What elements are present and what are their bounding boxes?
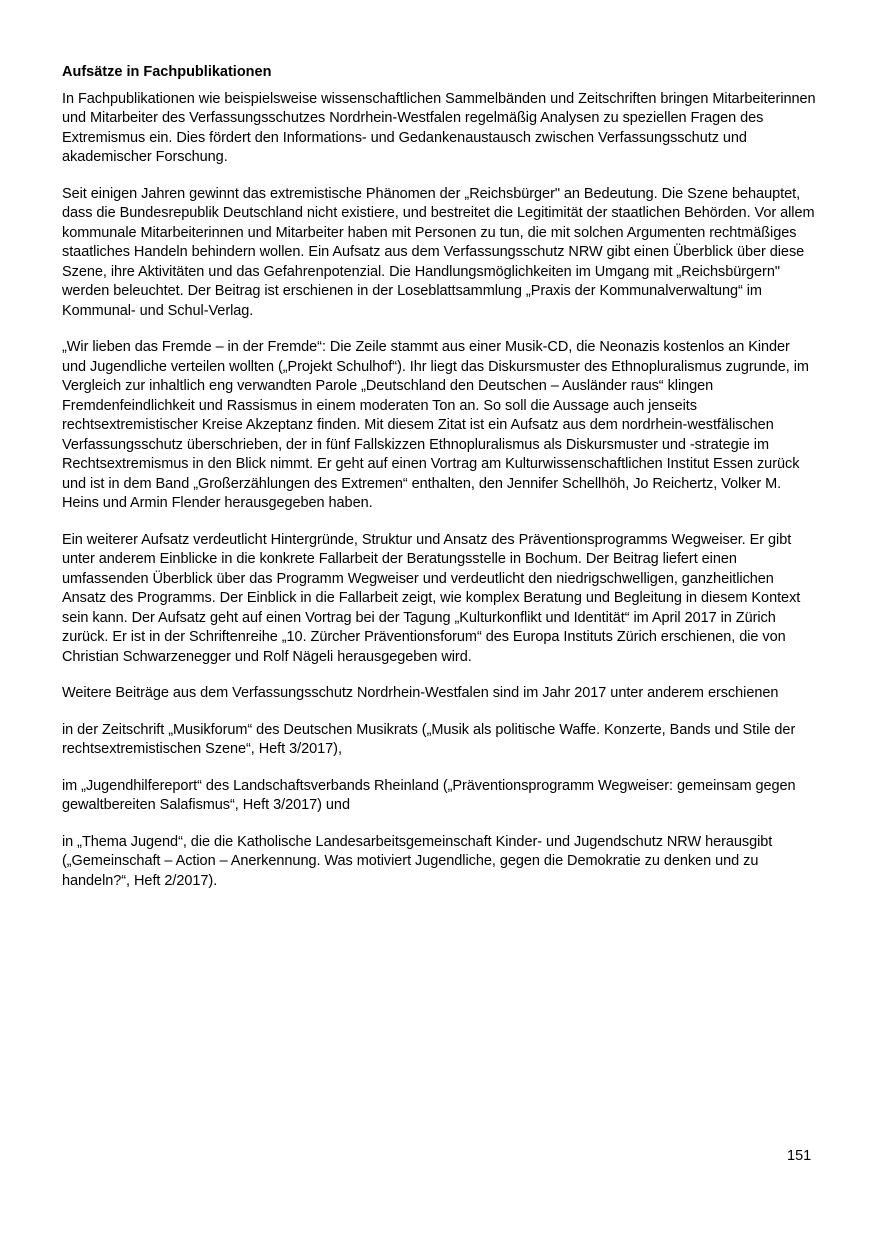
paragraph-intro: In Fachpublikationen wie beispielsweise wissenschaftlichen Sammelbänden und Zeitschriften bringen Mitarbeiterinnen und Mitarbeiter des Verfassungsschutzes Nordrhein-Westfalen regelmäßig Analysen zu speziellen Fragen des Extremismus ein. Dies fördert den Informations- und Gedankenaustausch zwischen Verfassungsschutz und akademischer Forschung.	[62, 90, 816, 165]
section-heading: Aufsätze in Fachpublikationen	[62, 64, 272, 80]
paragraph-jugendhilfereport: im „Jugendhilfereport“ des Landschaftsverbands Rheinland („Präventionsprogramm Wegweiser: gemeinsam gegen gewaltbereiten Salafismus“, Heft 3/2017) und	[62, 777, 796, 813]
paragraph-reichsbuerger: Seit einigen Jahren gewinnt das extremistische Phänomen der „Reichsbürger" an Bedeutung. Die Szene behauptet, dass die Bundesrepublik Deutschland nicht existiere, und bestreitet die Legitimität der staatlichen Behörden. Vor allem kommunale Mitarbeiterinnen und Mitarbeiter haben mit Personen zu tun, die mit solchen Argumenten rechtmäßiges staatliches Handeln behindern wollen. Ein Aufsatz aus dem Verfassungsschutz NRW gibt einen Überblick über diese Szene, ihre Aktivitäten und das Gefahrenpotenzial. Die Handlungsmöglichkeiten im Umgang mit „Reichsbürgern" werden beleuchtet. Der Beitrag ist erschienen in der Loseblattsammlung „Praxis der Kommunalverwaltung“ im Kommunal- und Schul-Verlag.	[62, 185, 815, 319]
paragraph-ethnopluralismus: „Wir lieben das Fremde – in der Fremde“: Die Zeile stammt aus einer Musik-CD, die Neonazis kostenlos an Kinder und Jugendliche verteilen wollten („Projekt Schulhof“). Ihr liegt das Diskursmuster des Ethnopluralismus zugrunde, im Vergleich zur inhaltlich eng verwandten Parole „Deutschland den Deutschen – Ausländer raus“ klingen Fremdenfeindlichkeit und Rassismus in einem moderaten Ton an. So soll die Aussage auch jenseits rechtsextremistischer Kreise Akzeptanz finden. Mit diesem Zitat ist ein Aufsatz aus dem nordrhein-westfälischen Verfassungsschutz überschrieben, der in fünf Fallskizzen Ethnopluralismus als Diskursmuster und -strategie im Rechtsextremismus in den Blick nimmt. Er geht auf einen Vortrag am Kulturwissenschaftlichen Institut Essen zurück und ist in dem Band „Großerzählungen des Extremen“ enthalten, den Jennifer Schellhöh, Jo Reichertz, Volker M. Heins und Armin Flender herausgegeben haben.	[62, 339, 809, 511]
page-number: 151	[787, 1148, 812, 1164]
paragraph-weitere-beitraege: Weitere Beiträge aus dem Verfassungsschutz Nordrhein-Westfalen sind im Jahr 2017 unter anderem erschienen	[62, 685, 779, 701]
paragraph-wegweiser: Ein weiterer Aufsatz verdeutlicht Hintergründe, Struktur und Ansatz des Präventionsprogramms Wegweiser. Er gibt unter anderem Einblicke in die konkrete Fallarbeit der Beratungsstelle in Bochum. Der Beitrag liefert einen umfassenden Überblick über das Programm Wegweiser und verdeutlicht den niedrigschwelligen, ganzheitlichen Ansatz des Programms. Der Einblick in die Fallarbeit zeigt, wie komplex Beratung und Begleitung in diesem Kontext sein kann. Der Aufsatz geht auf einen Vortrag bei der Tagung „Kulturkonflikt und Identität“ im April 2017 in Zürich zurück. Er ist in der Schriftenreihe „10. Zürcher Präventionsforum“ des Europa Instituts Zürich erschienen, die von Christian Schwarzenegger und Rolf Nägeli herausgegeben wird.	[62, 531, 801, 665]
document-page	[62, 63, 816, 908]
paragraph-musikforum: in der Zeitschrift „Musikforum“ des Deutschen Musikrats („Musik als politische Waffe. Konzerte, Bands und Stile der rechtsextremistischen Szene“, Heft 3/2017),	[62, 721, 796, 757]
paragraph-thema-jugend: in „Thema Jugend“, die die Katholische Landesarbeitsgemeinschaft Kinder- und Jugendschutz NRW herausgibt („Gemeinschaft – Action – Anerkennung. Was motiviert Jugendliche, gegen die Demokratie zu denken und zu handeln?“, Heft 2/2017).	[62, 833, 773, 889]
